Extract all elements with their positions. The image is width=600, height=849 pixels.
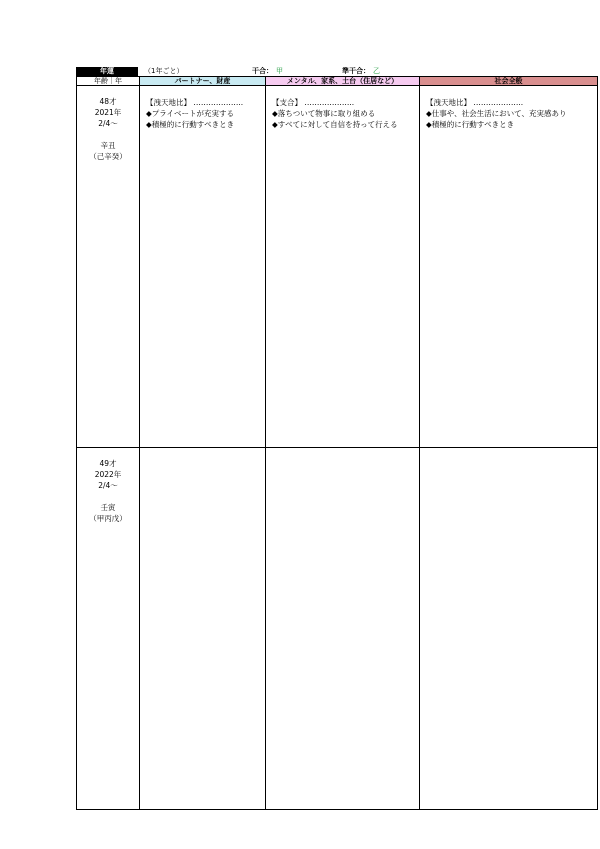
age-year-cell <box>77 86 139 447</box>
list-item: ◆落ちついて物事に取り組める <box>272 109 376 118</box>
table-row <box>76 86 598 448</box>
jun-kango-value: 乙 <box>373 67 380 75</box>
kanshi: 壬寅 <box>100 503 116 512</box>
cell-heading: 【洩天地比】 ……………….. <box>426 98 524 107</box>
jun-kango-field <box>342 67 380 76</box>
kanshi: 辛丑 <box>100 141 116 150</box>
sheet-title: 年運 <box>76 67 138 76</box>
start-date: 2/4～ <box>98 481 118 490</box>
society-cell <box>419 86 597 447</box>
list-item: ◆プライベートが充実する <box>146 109 235 118</box>
mental-cell <box>265 86 419 447</box>
column-header-society: 社会全般 <box>419 77 597 85</box>
sheet-header <box>76 67 598 76</box>
jun-kango-label: 準干合： <box>342 67 370 75</box>
kango-value: 甲 <box>276 67 283 75</box>
column-header-row <box>76 76 598 86</box>
column-header-age-year: 年齢｜年 <box>94 77 122 85</box>
year: 2021年 <box>94 108 122 117</box>
society-cell <box>419 448 597 809</box>
partner-cell <box>139 448 265 809</box>
year: 2022年 <box>94 470 122 479</box>
age: 48才 <box>99 97 117 106</box>
partner-cell <box>139 86 265 447</box>
kango-label: 干合： <box>252 67 273 75</box>
cell-heading: 【洩天地比】 ……………….. <box>146 98 244 107</box>
column-header-mental: メンタル、家系、土台（住居など） <box>265 77 419 85</box>
age: 49才 <box>99 459 117 468</box>
list-item: ◆仕事や、社会生活において、充実感あり <box>426 109 567 118</box>
kango-field <box>252 67 283 76</box>
table-row <box>76 448 598 810</box>
period-note: （1年ごと） <box>144 67 184 75</box>
list-item: ◆すべてに対して自信を持って行える <box>272 120 398 129</box>
start-date: 2/4～ <box>98 119 118 128</box>
zokan: （己辛癸） <box>89 152 127 161</box>
list-item: ◆積極的に行動すべきとき <box>426 120 515 129</box>
age-year-cell <box>77 448 139 809</box>
zokan: （甲丙戊） <box>89 514 127 523</box>
column-header-partner: パートナー、財産 <box>139 77 265 85</box>
cell-heading: 【支合】 ……………….. <box>272 98 355 107</box>
mental-cell <box>265 448 419 809</box>
list-item: ◆積極的に行動すべきとき <box>146 120 235 129</box>
